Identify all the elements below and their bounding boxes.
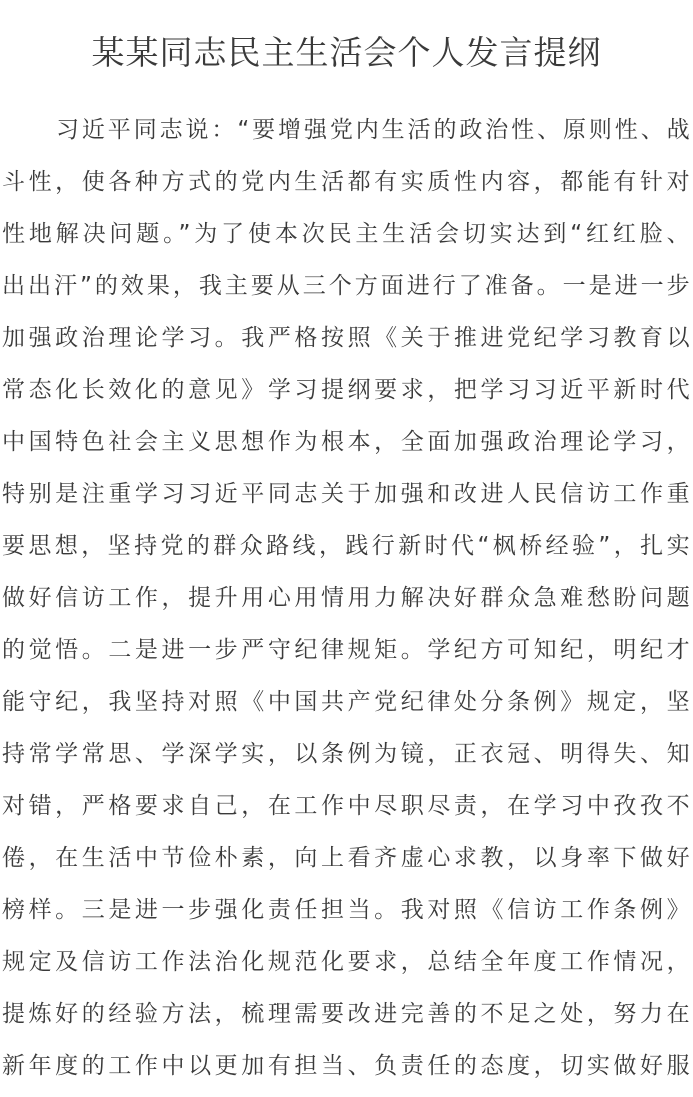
body-line: 特别是注重学习习近平同志关于加强和改进人民信访工作重 — [2, 481, 690, 507]
body-line: 要思想，坚持党的群众路线，践行新时代“枫桥经验”，扎实 — [2, 533, 690, 559]
body-line: 常态化长效化的意见》学习提纲要求，把学习习近平新时代 — [2, 377, 690, 403]
body-line: 出出汗”的效果，我主要从三个方面进行了准备。一是进一步 — [2, 273, 690, 299]
body-line: 的觉悟。二是进一步严守纪律规矩。学纪方可知纪，明纪才 — [2, 637, 690, 663]
body-line: 加强政治理论学习。我严格按照《关于推进党纪学习教育以 — [2, 325, 690, 351]
body-line: 持常学常思、学深学实，以条例为镜，正衣冠、明得失、知 — [2, 741, 690, 767]
body-line: 对错，严格要求自己，在工作中尽职尽责，在学习中孜孜不 — [2, 793, 690, 819]
body-line: 中国特色社会主义思想作为根本，全面加强政治理论学习， — [2, 429, 690, 455]
body-line: 性地解决问题。”为了使本次民主生活会切实达到“红红脸、 — [2, 221, 690, 247]
body-line: 能守纪，我坚持对照《中国共产党纪律处分条例》规定，坚 — [2, 689, 690, 715]
body-line: 习近平同志说：“要增强党内生活的政治性、原则性、战 — [56, 117, 690, 143]
body-line: 规定及信访工作法治化规范化要求，总结全年度工作情况， — [2, 949, 690, 975]
body-line: 倦，在生活中节俭朴素，向上看齐虚心求教，以身率下做好 — [2, 845, 690, 871]
document-title: 某某同志民主生活会个人发言提纲 — [91, 33, 602, 72]
body-line: 做好信访工作，提升用心用情用力解决好群众急难愁盼问题 — [2, 585, 690, 611]
body-line: 斗性，使各种方式的党内生活都有实质性内容，都能有针对 — [2, 169, 690, 195]
body-line: 新年度的工作中以更加有担当、负责任的态度，切实做好服 — [2, 1053, 690, 1079]
body-line: 提炼好的经验方法，梳理需要改进完善的不足之处，努力在 — [2, 1001, 690, 1027]
document-body — [2, 104, 690, 1092]
body-line: 榜样。三是进一步强化责任担当。我对照《信访工作条例》 — [2, 897, 690, 923]
